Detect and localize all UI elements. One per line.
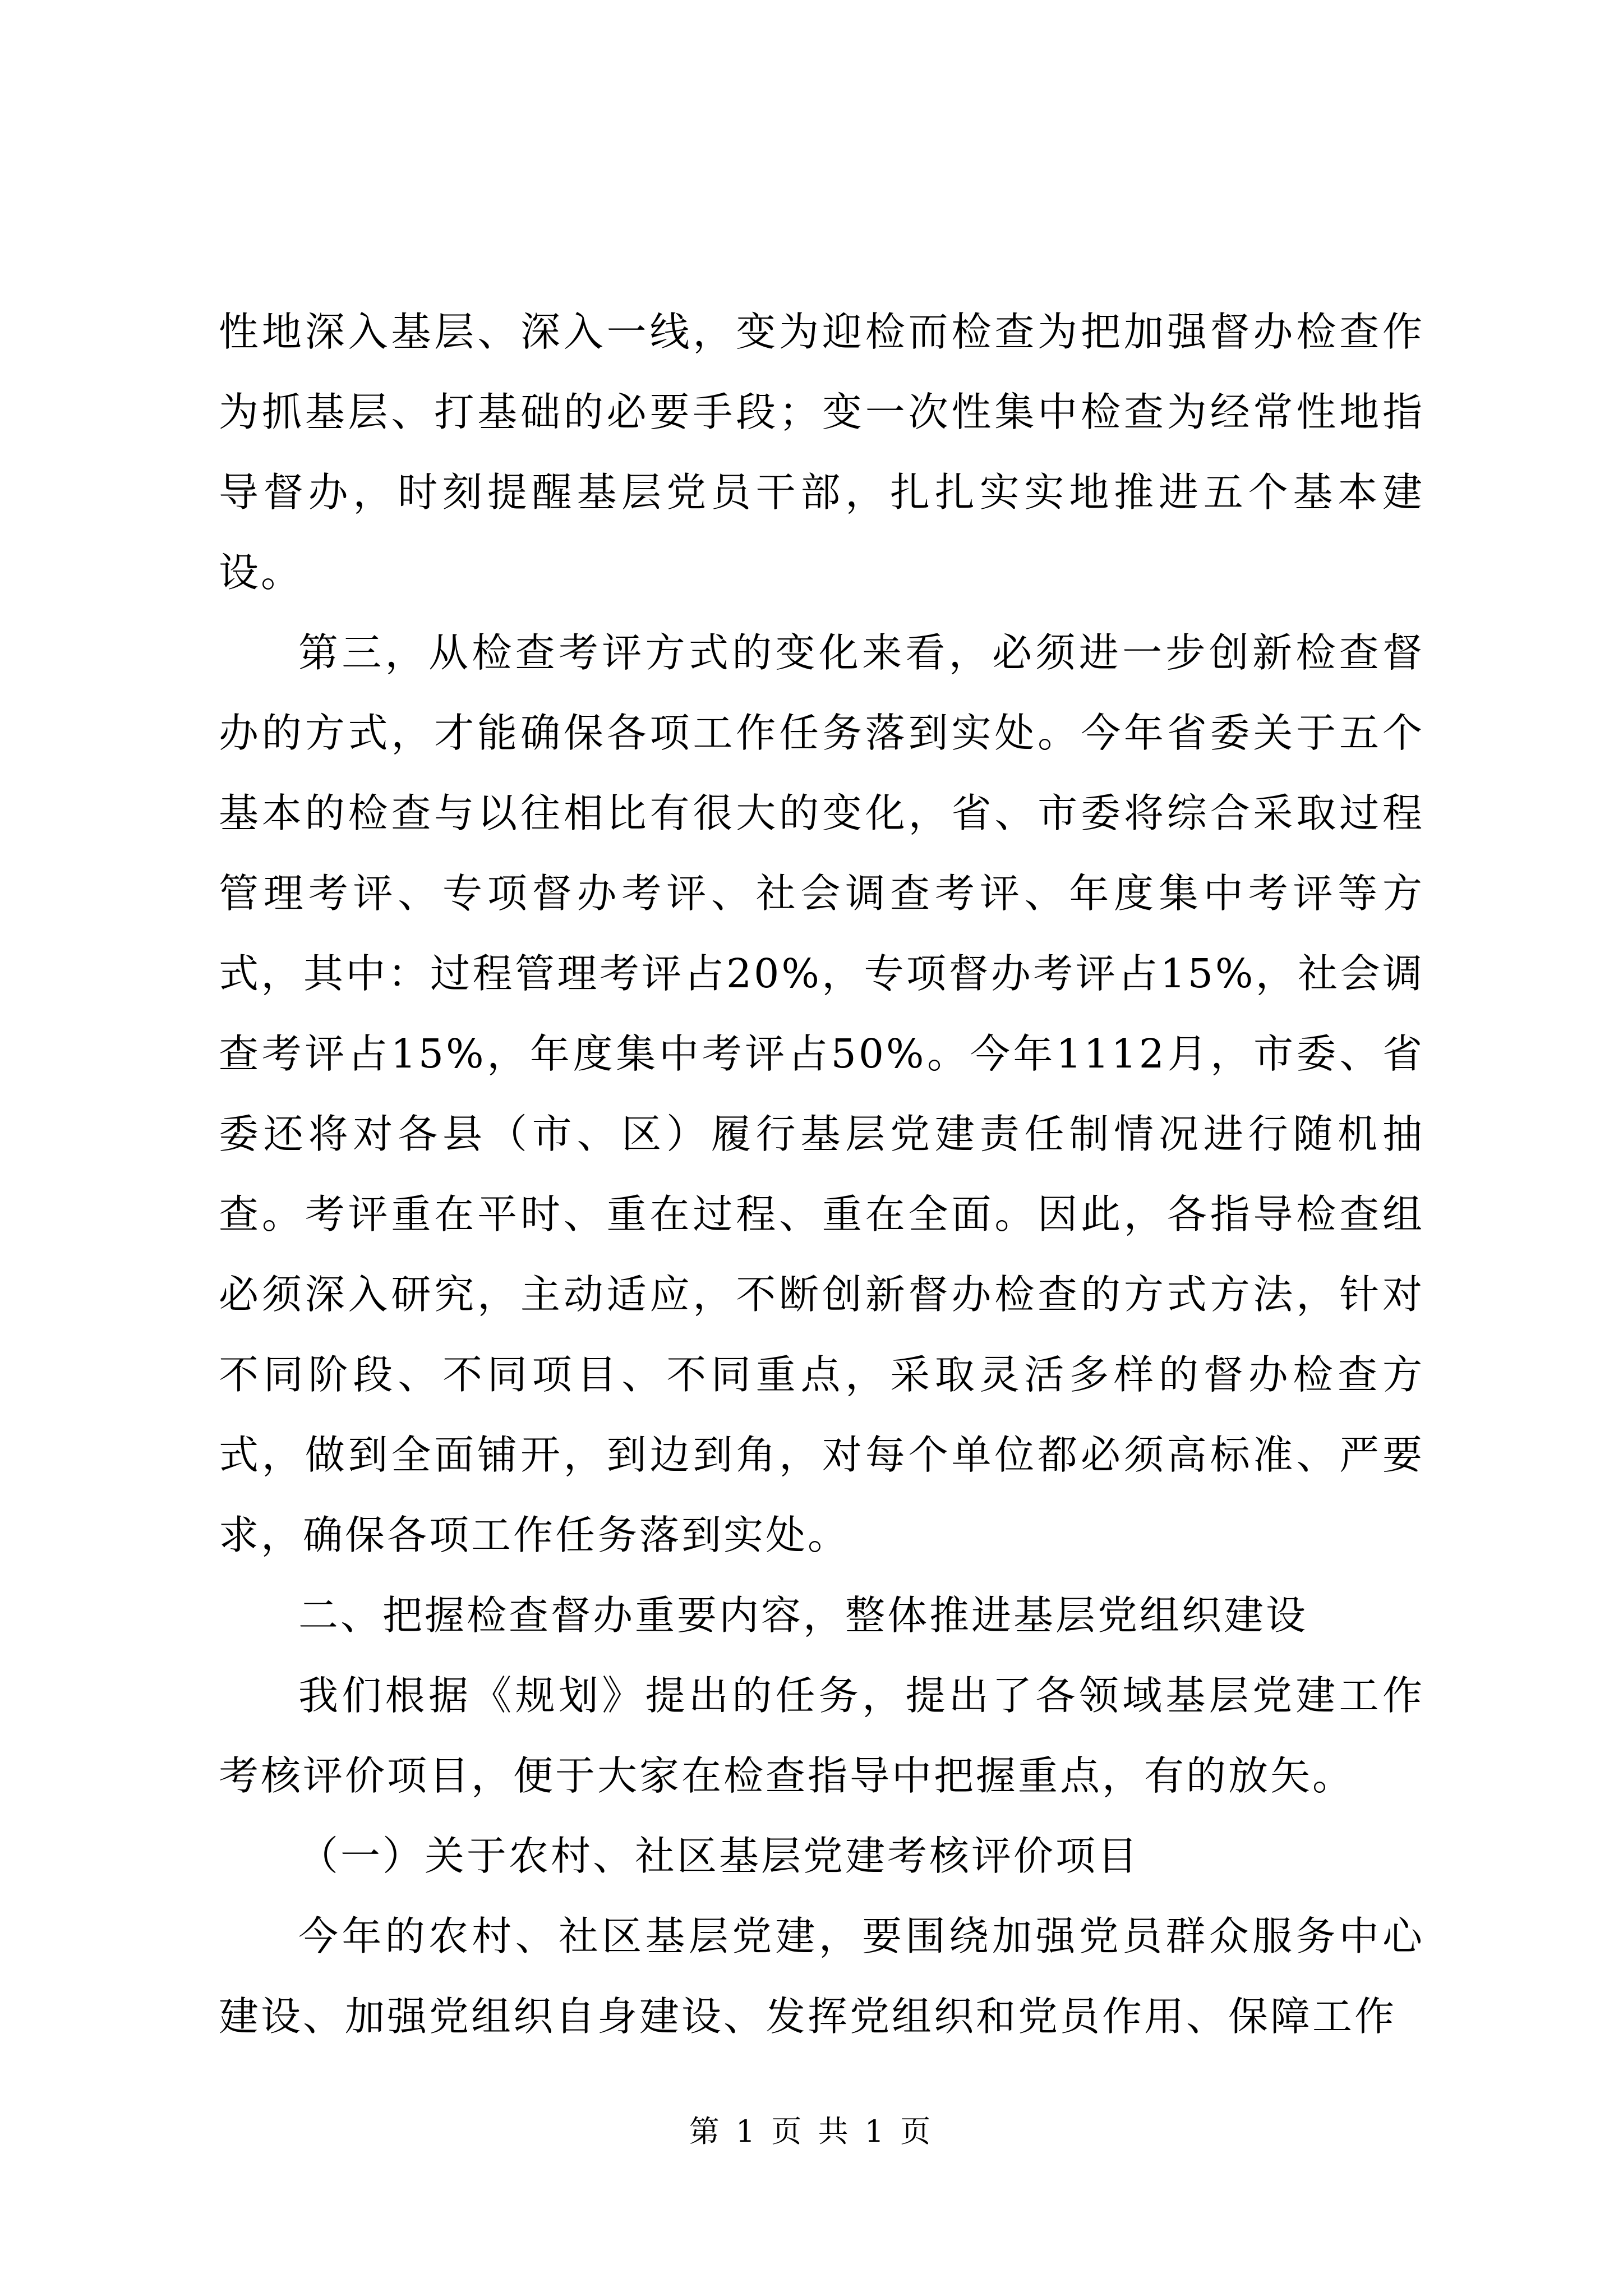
section-heading: 二、把握检查督办重要内容，整体推进基层党组织建设 [298, 1592, 1308, 1639]
paragraph-rural-community: 今年的农村、社区基层党建，要围绕加强党员群众服务中心建设、加强党组织自身建设、发挥党组织和党员作用、保障工作 [219, 1913, 1424, 2040]
page-footer: 第 1 页 共 1 页 [689, 2114, 934, 2149]
subsection-heading: （一）关于农村、社区基层党建考核评价项目 [298, 1833, 1140, 1879]
paragraph-third-point: 第三，从检查考评方式的变化来看，必须进一步创新检查督办的方式，才能确保各项工作任务落到实处。今年省委关于五个基本的检查与以往相比有很大的变化，省、市委将综合采取过程管理考评、专项督办考评、社会调查考评、年度集中考评等方式，其中：过程管理考评占20%，专项督办考评占15%，社会调查考评占15%，年度集中考评占50%。今年1112月，市委、省委还将对各县（市、区）履行基层党建责任制情况进行随机抽查。考评重在平时、重在过程、重在全面。因此，各指导检查组必须深入研究，主动适应，不断创新督办检查的方式方法，针对不同阶段、不同项目、不同重点，采取灵活多样的督办检查方式，做到全面铺开，到边到角，对每个单位都必须高标准、严要求，确保各项工作任务落到实处。 [219, 629, 1424, 1558]
paragraph-continuation: 性地深入基层、深入一线，变为迎检而检查为把加强督办检查作为抓基层、打基础的必要手段；变一次性集中检查为经常性地指导督办，时刻提醒基层党员干部，扎扎实实地推进五个基本建设。 [219, 309, 1424, 596]
paragraph-planning-intro: 我们根据《规划》提出的任务，提出了各领域基层党建工作考核评价项目，便于大家在检查指导中把握重点，有的放矢。 [219, 1672, 1424, 1799]
document-body [219, 292, 1424, 2056]
